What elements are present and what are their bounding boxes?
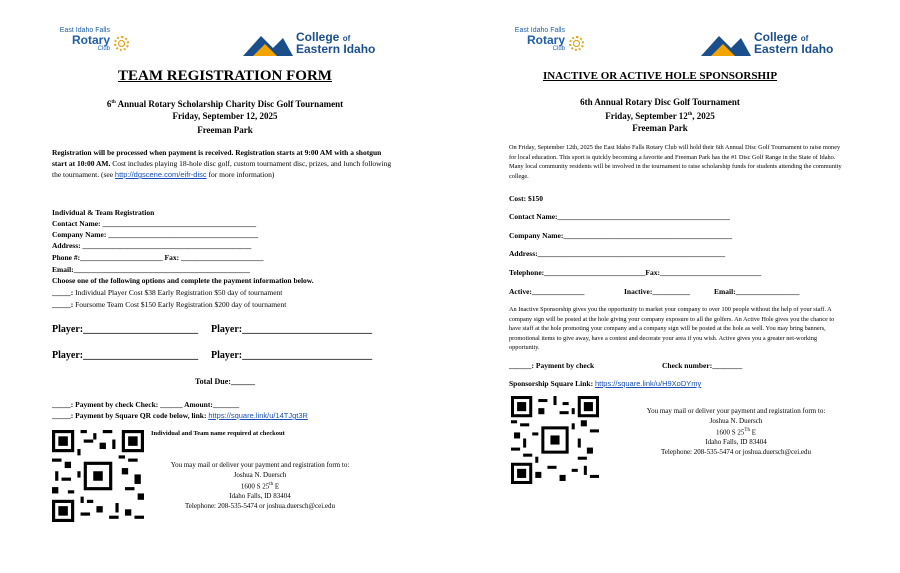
address-field[interactable]: Address:__________________________________________________ — [509, 249, 726, 258]
square-link-line: Sponsorship Square Link: https://square.link/u/H9XoDYmy — [509, 379, 702, 388]
cei-mountain-icon — [701, 32, 751, 56]
mail-instructions: You may mail or deliver your payment and registration form to: Joshua N. Duersch 1600 S 25th E Idaho Falls, ID 83404 Telephone: 208-535-5474 or joshua.duersch@cei.edu — [170, 461, 350, 511]
player-field-2[interactable]: Player:__________________________ — [211, 324, 373, 335]
event-date: Friday, September 12th, 2025 — [605, 111, 715, 121]
active-field[interactable]: Active:______________ — [509, 287, 585, 296]
qr-code-icon — [511, 396, 599, 484]
square-payment-link[interactable]: https://square.link/u/14TJgt3R — [208, 411, 308, 420]
option-foursome[interactable]: _____: Foursome Team Cost $150 Early Registration $200 day of tournament — [52, 300, 287, 309]
mail-instructions: You may mail or deliver your payment and registration form to: Joshua N. Duersch 1600 S 25Th E Idaho Falls, ID 83404 Telephone: 208-535-5474 or joshua.duersch@cei.edu — [646, 407, 826, 457]
cei-logo: College of Eastern Idaho — [296, 30, 376, 56]
inactive-field[interactable]: Inactive:__________ — [624, 287, 690, 296]
phone-fax-field[interactable]: Telephone:___________________________Fax:___________________________ — [509, 268, 762, 277]
rotary-logo: East Idaho Falls Rotary Club — [59, 27, 110, 52]
player-field-4[interactable]: Player:__________________________ — [211, 350, 373, 361]
section-heading: Individual & Team Registration — [52, 208, 155, 217]
intro-paragraph: Registration will be processed when payment is received. Registration starts at 9:00 AM with a shotgun start at 10:00 AM. Cost includes playing 18-hole disc golf, custom tournament disc, prizes, and lunch following the tournament. (see http://dgscene.com/eifr-disc for more information) — [52, 148, 392, 179]
event-subtitle: 6th Annual Rotary Disc Golf Tournament — [580, 97, 740, 107]
qr-code-icon — [52, 430, 144, 522]
square-sponsorship-link[interactable]: https://square.link/u/H9XoDYmy — [594, 379, 702, 388]
cei-logo: College of Eastern Idaho — [754, 30, 834, 56]
total-due-field[interactable]: Total Due:______ — [195, 377, 255, 386]
phone-fax-field[interactable]: Phone #:______________________ Fax: ______________________ — [52, 253, 264, 262]
event-location: Freeman Park — [632, 123, 688, 133]
sponsor-email-field[interactable]: Email:_________________ — [714, 287, 800, 296]
hole-sponsorship-page — [450, 0, 900, 573]
rotary-wheel-icon — [569, 36, 584, 51]
page-title: TEAM REGISTRATION FORM — [118, 68, 332, 84]
dgscene-link[interactable]: http://dgscene.com/eifr-disc — [114, 170, 207, 179]
intro-paragraph: On Friday, September 12th, 2025 the East Idaho Falls Rotary Club will hold their 6th Annual Disc Golf Tournament to raise money for local education. This sport is quickly becoming a favorite and Freeman Park has the #1 Disc Golf Range in the State of Idaho. Many local community residents will be involved in the tournament to raise scholarship funds for students attending the community college. — [509, 144, 842, 180]
page-title: INACTIVE OR ACTIVE HOLE SPONSORSHIP — [542, 70, 778, 82]
sponsorship-description: An Inactive Sponsorship gives you the opportunity to market your company to over 100 people without the help of your staff. A company sign will be posted at the hole giving your company exposure to all the golfers. An Active Hole gives you the chance to have staff at the hole promoting your company and a company sign will be posted at the hole as well. You may bring banners, promotional items to give away, have a contest and decorate your area if you wish. Active gives you a greater net-working opportunity. — [509, 306, 835, 351]
option-individual[interactable]: _____: Individual Player Cost $38 Early Registration $50 day of tournament — [52, 288, 283, 297]
cei-mountain-icon — [243, 32, 293, 56]
player-field-3[interactable]: Player:_______________________ — [52, 350, 199, 361]
email-field[interactable]: Email:_______________________________________________ — [52, 265, 250, 274]
rotary-wheel-icon — [114, 36, 129, 51]
choose-option-text: Choose one of the following options and complete the payment information below. — [52, 276, 314, 285]
company-name-field[interactable]: Company Name: ________________________________________ — [52, 230, 259, 239]
event-location: Freeman Park — [197, 125, 253, 135]
rotary-logo: East Idaho Falls Rotary Club — [514, 27, 565, 52]
contact-name-field[interactable]: Contact Name: _________________________________________ — [52, 219, 257, 228]
check-number-field[interactable]: Check number:________ — [662, 361, 743, 370]
cost-text: Cost: $150 — [509, 194, 543, 203]
company-name-field[interactable]: Company Name:_____________________________________________ — [509, 231, 733, 240]
event-date: Friday, September 12, 2025 — [172, 111, 278, 121]
payment-square-option[interactable]: _____: Payment by Square QR code below, link: https://square.link/u/14TJgt3R — [52, 411, 308, 420]
payment-check-option[interactable]: _____: Payment by check Check: ______ Amount:_______ — [52, 400, 240, 409]
event-subtitle: 6th Annual Rotary Scholarship Charity Disc Golf Tournament — [106, 99, 344, 109]
payment-check-option[interactable]: ______: Payment by check — [509, 361, 595, 370]
contact-name-field[interactable]: Contact Name:______________________________________________ — [509, 212, 731, 221]
player-field-1[interactable]: Player:_______________________ — [52, 324, 199, 335]
address-field[interactable]: Address: _____________________________________________ — [52, 241, 252, 250]
checkout-note: Individual and Team name required at checkout — [151, 430, 285, 437]
